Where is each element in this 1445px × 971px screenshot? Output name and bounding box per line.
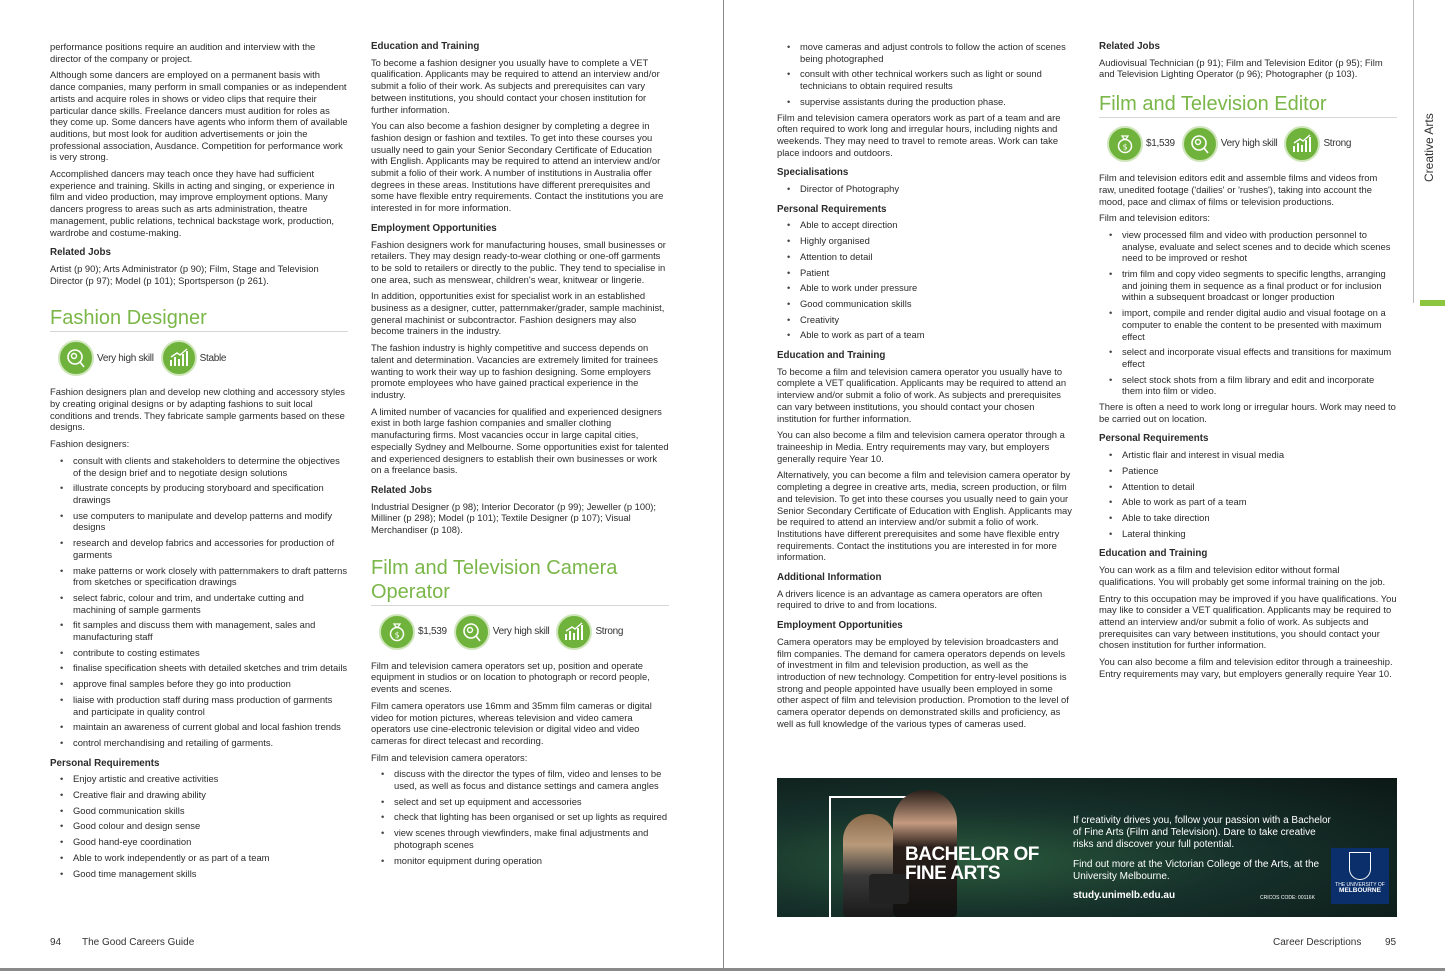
skill-badge [58, 340, 154, 376]
outlook-badge [556, 614, 623, 650]
editor-edu-paragraph: Entry to this occupation may be improved if you have qualifications. You may like to consider a VET qualification. Applicants may be required to attend an interview and/or submit a folio of work. As subjects and prerequisites can vary between institutions, you should contact your chosen institution for further information. [1099, 592, 1397, 651]
editor-edu-paragraph: You can work as a film and television editor without formal qualifications. You will probably get some informal training on the job. [1099, 564, 1386, 587]
list-item: • discuss with the director the types of film, video and lenses to be used, as well as focus and distance settings and camera angles [381, 768, 669, 791]
list-item: • consult with other technical workers such as light or sound technicians to obtain required results [787, 68, 1075, 91]
skill-badge-label: Very high skill [1220, 138, 1278, 150]
fashion-duties-intro: Fashion designers: [50, 438, 130, 450]
head-gears-icon [1182, 126, 1218, 162]
side-tab-label: Creative Arts [1422, 113, 1436, 182]
intro-paragraph-3: Accomplished dancers may teach once they have had sufficient experience and training. Skills in acting and singing, or experience in film and video production, may improve employment options. Many dancers progress to areas such as arts administration, theatre management, public relations, technical backstage work, production, wardrobe and costume-making. [50, 168, 335, 238]
list-item: • make patterns or work closely with patternmakers to draft patterns from sketches or specification drawings [60, 565, 348, 588]
list-item: • Lateral thinking [1109, 528, 1397, 540]
left-footer-title: The Good Careers Guide [82, 937, 195, 948]
camera-related-heading: Related Jobs [1099, 41, 1160, 52]
camera-edu-paragraph: To become a film and television camera operator you usually have to complete a VET qualification. Applicants may be required to attend an interview and/or submit a folio of work. As subjects and prerequisites can vary between institutions, you should contact your chosen institution for further information. [777, 365, 1067, 424]
left-footer-page-number: 94 [50, 937, 62, 948]
right-footer-page-number: 95 [1385, 937, 1397, 948]
intro-paragraph-1: performance positions require an audition and interview with the director of the company or project. [50, 41, 316, 64]
salary-badge [379, 614, 447, 650]
list-item: • trim film and copy video segments to specific lengths, arranging and joining them in sequence as a final product or for inclusion within a subsequent broadcast or longer production [1109, 268, 1397, 303]
fashion-emp-paragraph: A limited number of vacancies for qualified and experienced designers exist in both large fashion companies and smaller clothing manufacturing firms. Most vacancies occur in large capital cities, especially Sydney and Melbourne. Some opportunities exist for talented and experienced designers to establish their own businesses or work on a freelance basis. [371, 405, 669, 476]
right-footer-title: Career Descriptions [1273, 937, 1362, 948]
additional-info-heading: Additional Information [777, 572, 882, 584]
list-item: • contribute to costing estimates [60, 647, 348, 659]
list-item: • Director of Photography [787, 183, 1075, 195]
list-item: • Able to work as part of a team [787, 329, 1075, 341]
fashion-related-text: Industrial Designer (p 98); Interior Decorator (p 99); Jeweller (p 100); Milliner (p 298); Model (p 101); Textile Designer (p 107); Visual Merchandiser (p 108). [371, 500, 657, 536]
editor-edu-paragraph: You can also become a film and television editor through a traineeship. Entry requirements may vary, but employers generally require Year 10. [1099, 656, 1393, 679]
list-item: • Able to take direction [1109, 512, 1397, 524]
skill-badge-label: Very high skill [97, 352, 154, 364]
fashion-designer-title: Fashion Designer [50, 306, 348, 332]
editor-duties-list [1109, 229, 1397, 397]
fashion-related-heading: Related Jobs [371, 484, 432, 496]
list-item: • Good communication skills [787, 298, 1075, 310]
logo-line-1: THE UNIVERSITY OF [1335, 882, 1385, 888]
list-item: • Able to work as part of a team [1109, 496, 1397, 508]
fashion-personal-list [60, 773, 348, 879]
intro-paragraph-2: Although some dancers are employed on a permanent basis with dance companies, many perform in small companies or as independent artists and acquire roles in shows or video clips that require their particular dance skills. Freelance dancers must audition for roles as they come up. Some dancers have agents who inform them of available auditions, but most look for audition advertisements or join the professional association, Ausdance. Competition for performance work is very strong. [50, 69, 348, 163]
fashion-emp-paragraph: In addition, opportunities exist for specialist work in an established business as a designer, cutter, patternmaker/grader, sample machinist, general machinist or subcontractor. Fashion designers may also become trainers in the industry. [371, 290, 665, 337]
camera-edu-heading: Education and Training [777, 350, 886, 362]
camera-personal-list [787, 219, 1075, 341]
money-bag-icon [1107, 126, 1143, 162]
list-item: • approve final samples before they go into production [60, 678, 348, 690]
salary-badge-label: $1,539 [1146, 138, 1175, 150]
right-column-2 [1099, 41, 1397, 684]
editor-personal-list [1109, 449, 1397, 539]
list-item: • Artistic flair and interest in visual media [1109, 449, 1397, 461]
list-item: • Able to accept direction [787, 219, 1075, 231]
side-tab-accent [1420, 300, 1445, 306]
specialisations-heading: Specialisations [777, 167, 849, 179]
skill-badge [454, 614, 550, 650]
ad-headline-line-2: FINE ARTS [905, 863, 1001, 884]
ad-headline-line-1: BACHELOR OF [905, 844, 1039, 865]
editor-edu-heading: Education and Training [1099, 548, 1208, 560]
fashion-emp-heading: Employment Opportunities [371, 222, 497, 234]
list-item: • select and set up equipment and accessories [381, 796, 669, 808]
growth-chart-icon [1284, 126, 1320, 162]
camera-related-text: Audiovisual Technician (p 91); Film and Television Editor (p 95); Film and Television Lighting Operator (p 96); Photographer (p 103). [1099, 56, 1383, 80]
camera-description-2: Film camera operators use 16mm and 35mm film cameras or digital video for motion pictures, whereas television and video camera operators use cine-electronic television or digital video and video cameras for direct telecast and recording. [371, 699, 652, 746]
additional-info-text: A drivers licence is an advantage as camera operators are often required to drive to and from locations. [777, 587, 1043, 611]
logo-line-2: MELBOURNE [1339, 887, 1381, 894]
related-jobs-heading: Related Jobs [50, 247, 111, 259]
list-item: • monitor equipment during operation [381, 855, 669, 867]
list-item: • Attention to detail [787, 251, 1075, 263]
list-item: • Highly organised [787, 235, 1075, 247]
list-item: • view processed film and video with production personnel to analyse, evaluate and select scenes and to decide which scenes need to be improved or reshot [1109, 229, 1397, 264]
ad-body-text-1: If creativity drives you, follow your passion with a Bachelor of Fine Arts (Film and Television). Dare to take creative risks and discover your full potential. [1073, 815, 1331, 850]
list-item: • finalise specification sheets with detailed sketches and trim details [60, 662, 348, 674]
editor-title: Film and Television Editor [1099, 92, 1397, 118]
list-item: • Patient [787, 267, 1075, 279]
list-item: • import, compile and render digital audio and visual footage on a computer to enable the content to be presented with maximum effect [1109, 307, 1397, 342]
list-item: • select stock shots from a film library and edit and incorporate them into film or video. [1109, 374, 1397, 397]
growth-chart-icon [556, 614, 592, 650]
ad-camera-image [869, 874, 909, 904]
svg-text:$: $ [1122, 142, 1128, 152]
list-item: • research and develop fabrics and accessories for production of garments [60, 537, 348, 560]
left-column-1 [50, 41, 348, 883]
list-item: • Good time management skills [60, 868, 348, 880]
crest-icon [1349, 852, 1371, 880]
list-item: • view scenes through viewfinders, make final adjustments and photograph scenes [381, 827, 669, 850]
fashion-edu-paragraph: You can also become a fashion designer by completing a degree in fashion design or fashion and textiles. To get into these courses you usually need to gain your Senior Secondary Certificate of Education with English. Applicants may be required to attend an interview and/or submit a folio of their work. A number of institutions in Australia offer degrees in these areas. Institutions have different prerequisites and some have flexible entry requirements. Contact the institutions you are interested in for more information. [371, 120, 664, 214]
head-gears-icon [58, 340, 94, 376]
outlook-badge-label: Stable [199, 352, 227, 364]
fashion-badges [58, 340, 348, 376]
camera-team-paragraph: Film and television camera operators work as part of a team and are often required to work long and irregular hours, including nights and weekends. They may need to travel to remote areas. Work can take place indoors and outdoors. [777, 111, 1061, 158]
list-item: • Creative flair and drawing ability [60, 789, 348, 801]
editor-duties-intro: Film and television editors: [1099, 212, 1210, 224]
university-logo [1331, 848, 1389, 904]
list-item: • Able to work under pressure [787, 282, 1075, 294]
camera-operator-title: Film and Television Camera Operator [371, 556, 669, 606]
camera-description: Film and television camera operators set up, position and operate equipment in studios or on location to photograph or record people, events and scenes. [371, 659, 650, 695]
ad-body-text-2: Find out more at the Victorian College of the Arts, at the University Melbourne. [1073, 859, 1320, 882]
fashion-personal-heading: Personal Requirements [50, 757, 160, 769]
editor-personal-heading: Personal Requirements [1099, 433, 1209, 445]
list-item: • maintain an awareness of current global and local fashion trends [60, 721, 348, 733]
camera-emp-heading: Employment Opportunities [777, 620, 903, 632]
fashion-emp-paragraph: The fashion industry is highly competitive and success depends on talent and determination. Vacancies are extremely limited for trainees wanting to work their way up to fashion designing. Some employers promote employees who have gained practical experience in the industry. [371, 342, 658, 400]
money-bag-icon [379, 614, 415, 650]
specialisations-list [787, 183, 1075, 195]
right-column-1 [777, 41, 1075, 734]
ad-cricos-code: CRICOS CODE: 00116K [1260, 895, 1315, 901]
list-item: • Able to work independently or as part of a team [60, 852, 348, 864]
fashion-emp-paragraph: Fashion designers work for manufacturing houses, small businesses or retailers. They may design ready-to-wear clothing or one-off garments to be sold to retailers or directly to the public. They tend to specialise in one area, such as menswear, children's wear, knitwear or lingerie. [371, 238, 666, 285]
list-item: • Enjoy artistic and creative activities [60, 773, 348, 785]
editor-badges [1107, 126, 1397, 162]
university-advertisement[interactable] [777, 778, 1397, 917]
section-side-tab[interactable] [1413, 0, 1445, 303]
outlook-badge [161, 340, 227, 376]
outlook-badge-label: Strong [1323, 138, 1352, 150]
ad-headline [905, 845, 1039, 883]
list-item: • Good colour and design sense [60, 820, 348, 832]
left-column-2 [371, 41, 669, 870]
camera-duties-intro: Film and television camera operators: [371, 751, 528, 763]
page-gutter [723, 0, 724, 971]
fashion-edu-paragraph: To become a fashion designer you usually have to complete a VET qualification. Applicants may be required to attend an interview and/or submit a folio of their work. As subjects and prerequisites can vary between institutions, you should contact your chosen institution for further information. [371, 56, 660, 115]
outlook-badge-label: Strong [595, 625, 624, 637]
camera-duties-list [381, 768, 669, 866]
growth-chart-icon [161, 340, 197, 376]
fashion-edu-heading: Education and Training [371, 41, 480, 52]
fashion-description: Fashion designers plan and develop new clothing and accessory styles by creating original designs or by adapting fashions to suit local conditions and trends. They fabricate sample garments based on these designs. [50, 386, 345, 433]
salary-badge [1107, 126, 1175, 162]
salary-badge-label: $1,539 [418, 625, 447, 637]
skill-badge [1182, 126, 1278, 162]
outlook-badge [1284, 126, 1351, 162]
camera-edu-paragraph: You can also become a film and television camera operator through a traineeship in Media. Entry requirements may vary, but employers generally require Year 10. [777, 429, 1065, 464]
camera-edu-paragraph: Alternatively, you can become a film and television camera operator by completing a degree in creative arts, media, screen production, or film and television. To get into these courses you usually need to gain your Senior Secondary Certificate of Education with English. Applicants may be required to attend an interview and/or submit a folio of work. Institutions have different prerequisites and some have flexible entry requirements. Contact the institutions you are interested in for more information. [777, 469, 1072, 563]
related-jobs-text: Artist (p 90); Arts Administrator (p 90); Film, Stage and Television Director (p 97); Model (p 101); Sportsperson (p 261). [50, 262, 319, 286]
editor-description: Film and television editors edit and assemble films and videos from raw, unedited footage ('dailies' or 'rushes'), taking into account the mood, pace and climax of films or television productions. [1099, 172, 1378, 207]
list-item: • fit samples and discuss them with management, sales and manufacturing staff [60, 619, 348, 642]
list-item: • check that lighting has been organised or set up lights as required [381, 811, 669, 823]
camera-duties-continued [787, 41, 1075, 108]
fashion-duties-list [60, 455, 348, 749]
editor-hours-text: There is often a need to work long or irregular hours. Work may need to be carried out on location. [1099, 401, 1396, 424]
list-item: • select and incorporate visual effects and transitions for maximum effect [1109, 346, 1397, 369]
camera-emp-text: Camera operators may be employed by television broadcasters and film companies. The demand for camera operators depends on levels of investment in film and television production, as well as the introduction of new technology. Competition for entry-level positions is strong and people appointed have usually been employed in some other aspect of film and television production. Promotion to the level of camera operator depends on demonstrated skills and proficiency, as well as full knowledge of the various types of cameras used. [777, 635, 1069, 729]
head-gears-icon [454, 614, 490, 650]
list-item: • consult with clients and stakeholders to determine the objectives of the design brief and to negotiate design solutions [60, 455, 348, 478]
list-item: • move cameras and adjust controls to follow the action of scenes being photographed [787, 41, 1075, 64]
list-item: • Patience [1109, 465, 1397, 477]
list-item: • supervise assistants during the production phase. [787, 96, 1075, 108]
ad-url-link[interactable]: study.unimelb.edu.au [1073, 890, 1176, 901]
list-item: • Attention to detail [1109, 481, 1397, 493]
ad-body [1073, 815, 1333, 891]
list-item: • illustrate concepts by producing storyboard and specification drawings [60, 482, 348, 505]
list-item: • use computers to manipulate and develop patterns and modify designs [60, 510, 348, 533]
skill-badge-label: Very high skill [492, 625, 550, 637]
list-item: • Good hand-eye coordination [60, 836, 348, 848]
camera-personal-heading: Personal Requirements [777, 203, 887, 215]
list-item: • Good communication skills [60, 805, 348, 817]
list-item: • Creativity [787, 314, 1075, 326]
list-item: • control merchandising and retailing of garments. [60, 737, 348, 749]
list-item: • liaise with production staff during mass production of garments and participate in quality control [60, 694, 348, 717]
list-item: • select fabric, colour and trim, and undertake cutting and machining of sample garments [60, 592, 348, 615]
svg-text:$: $ [394, 630, 400, 640]
camera-badges [379, 614, 669, 650]
